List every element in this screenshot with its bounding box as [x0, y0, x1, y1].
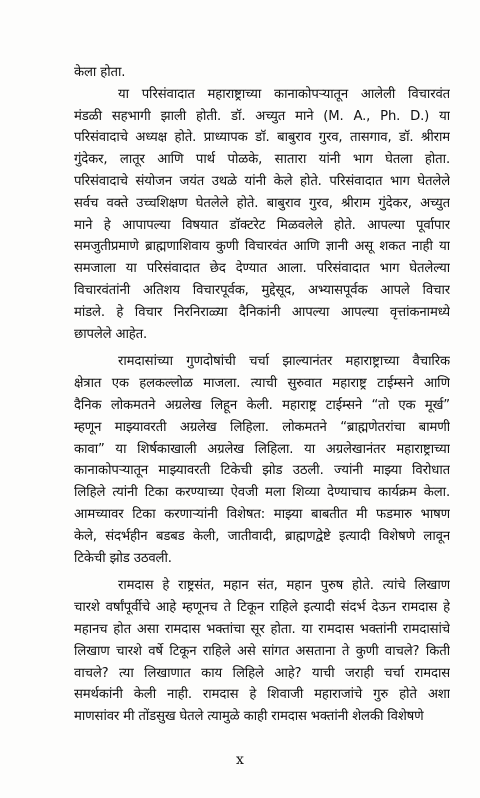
- text-line: गुंदेकर, लातूर आणि पार्थ पोळके, सातारा यांनी भाग घेतला होता.: [74, 152, 450, 168]
- paragraph: [74, 575, 450, 728]
- text-line: केला होता.: [74, 65, 126, 80]
- text-line: छापलेले आहेत.: [74, 326, 148, 342]
- text-line: चारशे वर्षांपूर्वीचे आहे म्हणूनच ते टिकून राहिले इत्यादी संदर्भ देऊन रामदास हे: [74, 600, 450, 616]
- text-line: लिहिले त्यांनी टिका करण्याच्या ऐवजी मला शिव्या देण्याचाच कार्यक्रम केला.: [74, 485, 450, 501]
- text-line: आमच्यावर टिका करणाऱ्यांनी विशेषत: माझ्या बाबतीत मी फडमारु भाषण: [74, 506, 450, 522]
- paragraph: [74, 351, 450, 569]
- text-line: रामदासांच्या गुणदोषांची चर्चा झाल्यानंतर महाराष्ट्राच्या वैचारिक: [118, 354, 450, 370]
- text-line: रामदास हे राष्ट्रसंत, महान संत, महान पुरुष होते. त्यांचे लिखाण: [118, 578, 450, 594]
- text-line: विचारवंतांनी अतिशय विचारपूर्वक, मुद्देसूद, अभ्यासपूर्वक आपले विचार: [74, 282, 450, 298]
- paragraph: [74, 62, 450, 84]
- text-line: म्हणून माझ्यावरती अग्रलेख लिहिला. लोकमतने “ब्राह्मणेतरांचा बामणी: [74, 419, 450, 435]
- text-line: माने हे आपापल्या विषयात डॉक्टरेट मिळवलेले होते. आपल्या पूर्वापार: [74, 217, 450, 233]
- text-line: परिसंवादाचे संयोजन जयंत उथळे यांनी केले होते. परिसंवादात भाग घेतलेले: [74, 173, 450, 189]
- text-line: कावा” या शिर्षकाखाली अग्रलेख लिहिला. या अग्रलेखानंतर महाराष्ट्राच्या: [74, 441, 450, 457]
- text-line: परिसंवादाचे अध्यक्ष होते. प्राध्यापक डॉ. बाबुराव गुरव, तासगाव, डॉ. श्रीराम: [74, 130, 450, 146]
- body-text: [74, 62, 450, 728]
- text-line: मांडले. हे विचार निरनिराळ्या दैनिकांनी आपल्या आपल्या वृत्तांकनामध्ये: [74, 304, 450, 320]
- text-line: समजाला या परिसंवादात छेद देण्यात आला. परिसंवादात भाग घेतलेल्या: [74, 261, 450, 277]
- text-line: सर्वच वक्ते उच्चशिक्षण घेतलेले होते. बाबुराव गुरव, श्रीराम गुंदेकर, अच्युत: [74, 195, 450, 211]
- page-number: x: [236, 752, 244, 768]
- text-line: माणसांवर मी तोंडसुख घेतले त्यामुळे काही रामदास भक्तांनी शेलकी विशेषणे: [74, 709, 424, 725]
- text-line: टिकेची झोड उठवली.: [74, 550, 172, 566]
- text-line: वाचले? त्या लिखाणात काय लिहिले आहे? याची जराही चर्चा रामदास: [74, 665, 450, 681]
- text-line: कानाकोपऱ्यातून माझ्यावरती टिकेची झोड उठली. ज्यांनी माझ्या विरोधात: [74, 463, 450, 479]
- text-line: मंडळी सहभागी झाली होती. डॉ. अच्युत माने (M. A., Ph. D.) या: [74, 108, 450, 124]
- text-line: केले, संदर्भहीन बडबड केली, जातीवादी, ब्राह्मणद्वेष्टे इत्यादी विशेषणे लावून: [74, 528, 450, 544]
- text-line: समजुतीप्रमाणे ब्राह्मणाशिवाय कुणी विचारवंत आणि ज्ञानी असू शकत नाही या: [74, 239, 450, 255]
- text-line: क्षेत्रात एक हलकल्लोळ माजला. त्याची सुरुवात महाराष्ट्र टाईम्सने आणि: [74, 376, 450, 392]
- paragraph: [74, 84, 450, 346]
- text-line: महानच होत असा रामदास भक्तांचा सूर होता. या रामदास भक्तांनी रामदासांचे: [74, 621, 450, 637]
- text-line: दैनिक लोकमतने अग्रलेख लिहून केली. महाराष्ट्र टाईम्सने “तो एक मूर्ख”: [74, 397, 450, 413]
- text-line: समर्थकांनी केली नाही. रामदास हे शिवाजी महाराजांचे गुरु होते अशा: [74, 687, 450, 703]
- text-line: लिखाण चारशे वर्षे टिकून राहिले असे सांगत असताना ते कुणी वाचले? किती: [74, 643, 450, 659]
- text-line: या परिसंवादात महाराष्ट्राच्या कानाकोपऱ्यातून आलेली विचारवंत: [118, 86, 450, 102]
